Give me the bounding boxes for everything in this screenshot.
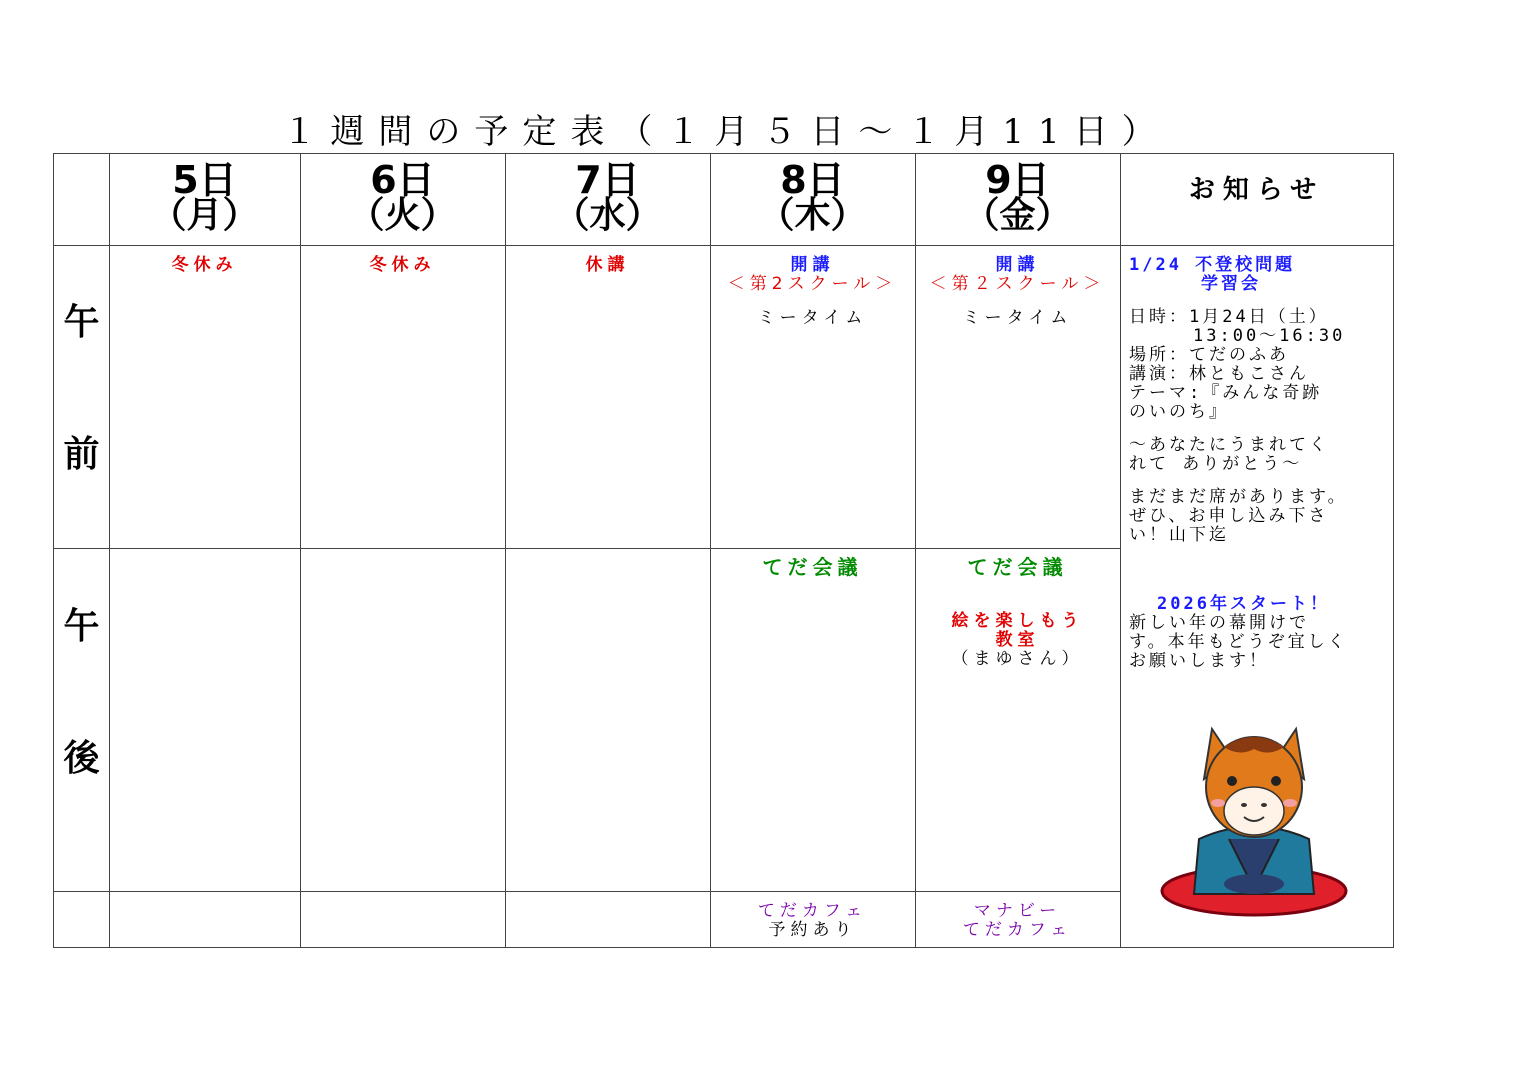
notice-seats-2: ぜひ、お申し込み下さ [1129,506,1329,526]
day-date: 5日 [172,158,237,202]
day-weekday: （火） [348,195,457,236]
am-fri-line3: ミータイム [962,308,1073,328]
schedule-table [53,153,1394,948]
notice-newyear-1: 新しい年の幕開けで [1129,613,1309,633]
pm-fri-line2: 絵を楽しもう [951,611,1084,631]
notice-seats-3: い！山下迄 [1129,525,1229,545]
day-header-thu [710,158,915,236]
notice-date: 日時：1月24日（土） [1129,307,1329,327]
period-pm-char2: 後 [63,738,100,779]
pm-fri [915,555,1120,669]
notice-lecture: 講演：林ともこさん [1129,364,1309,384]
pm-thu: てだ会議 [762,555,863,579]
notice-sub-1: ～あなたにうまれてく [1129,435,1329,455]
divider [1120,154,1121,947]
notice-time: 13:00～16:30 [1193,326,1346,346]
notice-seats-1: まだまだ席があります。 [1129,487,1348,507]
notice-newyear-2: す。本年もどうぞ宜しく [1129,632,1348,652]
am-fri [915,256,1120,328]
period-pm-char1: 午 [63,606,100,647]
pm-fri-line4: （まゆさん） [951,649,1084,669]
period-am-char1: 午 [63,302,100,343]
notice-event-subtitle: 学習会 [1201,274,1261,294]
am-thu-line1: 開講 [790,255,835,275]
horse-illustration [1154,719,1354,919]
day-weekday: （金） [963,195,1072,236]
day-header-wed [505,158,710,236]
notice-newyear-3: お願いします！ [1129,651,1269,671]
pm-fri-line3: 教室 [995,630,1040,650]
am-tue: 冬休み [369,255,436,275]
am-mon: 冬休み [171,255,238,275]
am-fri-line2: ＜第２スクール＞ [929,274,1106,294]
pm-fri-line1: てだ会議 [967,555,1068,579]
notice-place: 場所：てだのふあ [1129,345,1289,365]
am-thu-line2: ＜第2スクール＞ [727,274,898,294]
notice-body [1129,256,1391,685]
day-date: 7日 [575,158,640,202]
divider [54,245,1393,246]
am-wed: 休講 [585,255,630,275]
page-title: １週間の予定表（１月５日～１月11日） [282,112,1170,152]
day-weekday: （月） [150,195,259,236]
day-header-tue [300,158,505,236]
ev-thu-line1: てだカフェ [757,901,868,921]
day-header-mon [109,158,300,236]
am-fri-line1: 開講 [995,255,1040,275]
notice-sub-2: れて ありがとう～ [1129,454,1303,474]
ev-fri-line1: マナビー [973,901,1062,921]
day-date: 6日 [370,158,435,202]
divider [54,891,1120,892]
notice-event-title: 1/24 不登校問題 [1129,255,1296,275]
ev-fri-line2: てだカフェ [962,920,1073,940]
day-weekday: （水） [553,195,662,236]
notice-theme-2: のいのち』 [1129,402,1229,422]
notice-header: お知らせ [1188,175,1325,205]
divider [54,548,1120,549]
ev-thu-line2: 予約あり [768,920,857,940]
day-date: 8日 [780,158,845,202]
am-thu-line3: ミータイム [757,308,868,328]
ev-fri [915,902,1120,940]
notice-theme-1: テーマ:『みんな奇跡 [1129,383,1323,403]
day-date: 9日 [985,158,1050,202]
day-header-fri [915,158,1120,236]
ev-thu [710,902,915,940]
period-am-char2: 前 [63,434,100,475]
day-weekday: （木） [758,195,867,236]
notice-newyear-title: 2026年スタート！ [1157,594,1330,614]
am-thu [710,256,915,328]
